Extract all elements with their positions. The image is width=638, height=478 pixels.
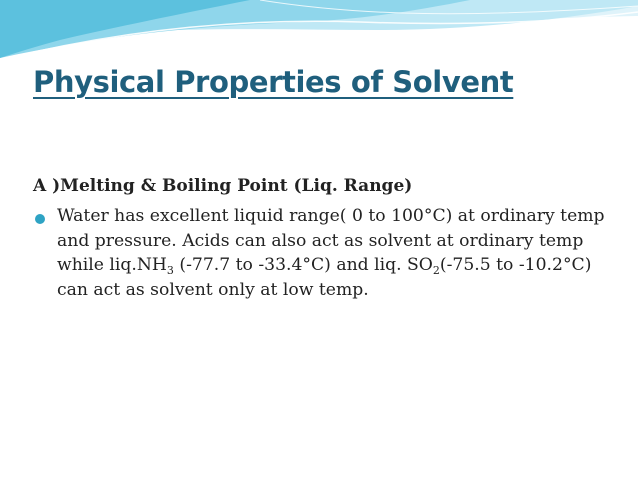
slide-title: Physical Properties of Solvent — [33, 65, 514, 99]
bullet-text-part2: (-77.7 to -33.4°C) and liq. SO — [173, 255, 433, 275]
section-subheading: A )Melting & Boiling Point (Liq. Range) — [33, 176, 413, 196]
bullet-dot-icon — [35, 214, 45, 224]
bullet-text-part1: Water has excellent liquid range( 0 to 100°C) at ordinary temp and pressure. Acids can also act as solvent at ordinary temp while liq.NH — [57, 206, 605, 275]
nh3-subscript: 3 — [166, 264, 174, 277]
bullet-text — [57, 204, 613, 302]
so2-subscript: 2 — [432, 264, 440, 277]
bullet-item — [33, 204, 613, 302]
bullet-text-part3: (-75.5 to -10.2°C) can act as solvent only at low temp. — [57, 255, 592, 300]
